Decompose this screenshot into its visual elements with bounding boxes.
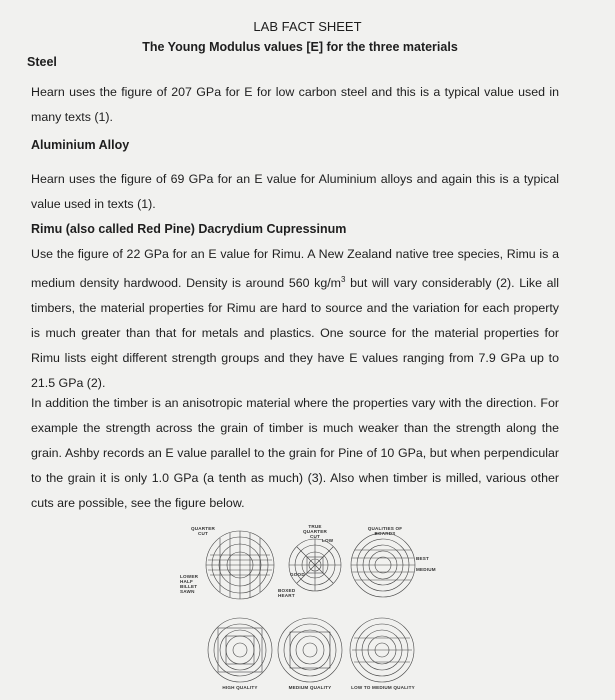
steel-heading: Steel [27, 55, 57, 69]
timber-cuts-diagram [180, 520, 440, 695]
label-quarter-cut: QUARTER CUT [190, 526, 216, 536]
log-high-quality [208, 618, 272, 682]
rimu-heading: Rimu (also called Red Pine) Dacrydium Cupressinum [31, 222, 347, 236]
label-low: LOW [322, 538, 334, 543]
label-true-quarter-cut: TRUE QUARTER CUT [302, 524, 328, 539]
log-true-quarter-cut [289, 539, 341, 591]
label-medium-quality: MEDIUM QUALITY [288, 685, 332, 690]
label-low-to-medium-quality: LOW TO MEDIUM QUALITY [351, 685, 415, 690]
log-quarter-cut [206, 531, 274, 599]
timber-cuts-figure [180, 520, 440, 695]
anisotropy-paragraph: In addition the timber is an anisotropic material where the properties vary with the direction. For example the strength across the grain of timber is much weaker than the strength along the grain. Ashby records an E value parallel to the grain for Pine of 10 GPa, but when perpendicular to the grain it is only 1.0 GPa (a tenth as much) (3). Also when timber is milled, various other cuts are possible, see the figure below. [31, 396, 559, 510]
label-lower-half-billet-sawn: LOWER HALF BILLET SAWN [180, 574, 199, 594]
label-medium: MEDIUM [416, 567, 436, 572]
rimu-paragraph [31, 242, 559, 396]
rimu-density-superscript: 3 [341, 275, 346, 284]
label-best: BEST [416, 556, 430, 561]
log-low-to-medium-quality [350, 618, 414, 682]
log-medium-quality [278, 618, 342, 682]
log-board-qualities [351, 533, 415, 597]
label-good: GOOD [290, 572, 305, 577]
aluminium-paragraph: Hearn uses the figure of 69 GPa for an E value for Aluminium alloys and again this is a typical value used in texts (1). [31, 172, 559, 211]
rimu-paragraph-part2: but will vary considerably (2). Like all timbers, the material properties for Rimu are hard to source and the variation for each property is much greater than that for metals and plastics. One source for the material properties for Rimu lists eight different strength groups and they have E values ranging from 7.9 GPa up to 21.5 GPa (2). [31, 276, 559, 391]
label-high-quality: HIGH QUALITY [222, 685, 258, 690]
label-qualities-of-boards: QUALITIES OF BOARDS [367, 526, 403, 536]
sheet-title: LAB FACT SHEET [253, 19, 362, 34]
steel-paragraph: Hearn uses the figure of 207 GPa for E for low carbon steel and this is a typical value used in many texts (1). [31, 85, 559, 124]
sheet-subtitle: The Young Modulus values [E] for the three materials [142, 40, 458, 54]
aluminium-heading: Aluminium Alloy [31, 138, 130, 152]
label-boxed-heart: BOXED HEART [278, 588, 296, 598]
rimu-paragraph-part1: Use the figure of 22 GPa for an E value for Rimu. A New Zealand native tree species, Rimu is a medium density hardwood. Density is around 560 kg/m [31, 247, 559, 291]
